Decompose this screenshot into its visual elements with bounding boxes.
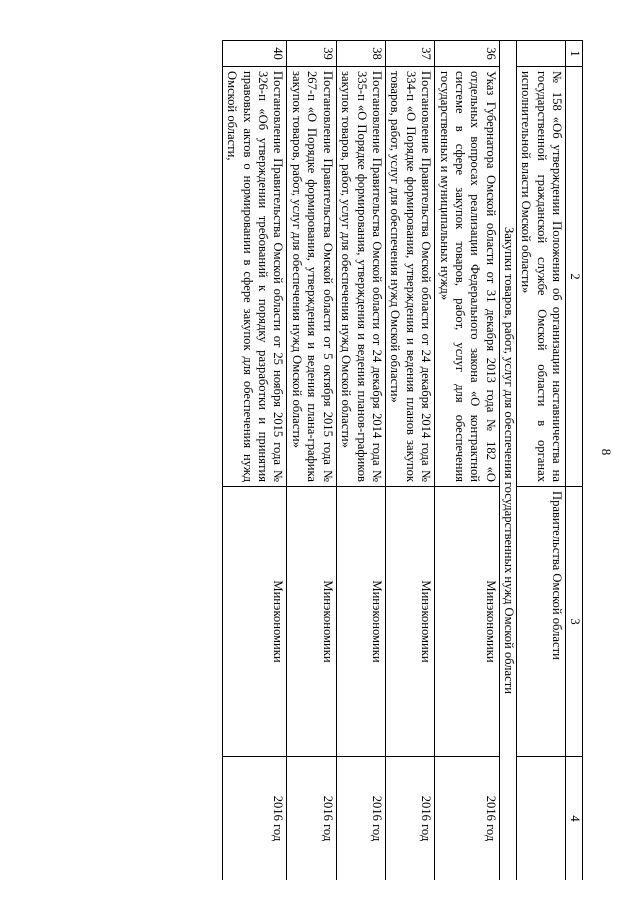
row-number: 38 — [336, 41, 385, 67]
row-term: 2016 год — [435, 757, 500, 881]
row-number: 37 — [385, 41, 434, 67]
row-document-text: Постановление Правительства Омской области от 25 ноября 2015 года № 326-п «Об утверждении требований к порядку разработки и принятия правовых актов о нормировании в сфере закупок для обеспечения нужд Омской области, — [222, 67, 287, 487]
table-row-carry — [516, 41, 565, 881]
section-title: Закупки товаров, работ, услуг для обеспечения государственных нужд Омской области — [499, 41, 516, 881]
row-term — [516, 757, 565, 881]
table-row — [287, 41, 336, 881]
row-term: 2016 год — [287, 757, 336, 881]
row-number: 39 — [287, 41, 336, 67]
row-document-text: Постановление Правительства Омской области от 24 декабря 2014 года № 334-п «О Порядке формирования, утверждения и ведения планов закупок товаров, работ, услуг для обеспечения нужд Омской области» — [385, 67, 434, 487]
row-executor: Минэкономики — [287, 487, 336, 757]
header-col-4: 4 — [566, 757, 583, 881]
table-row — [336, 41, 385, 881]
row-executor: Правительства Омской области — [516, 487, 565, 757]
row-executor: Минэкономики — [435, 487, 500, 757]
row-number: 36 — [435, 41, 500, 67]
header-col-1: 1 — [566, 41, 583, 67]
row-document-text: Указ Губернатора Омской области от 31 декабря 2013 года № 182 «О отдельных вопросах реализации Федерального закона «О контрактной системе в сфере закупок товаров, работ, услуг для обеспечения государственных и муниципальных нужд» — [435, 67, 500, 487]
section-row — [499, 41, 516, 881]
row-executor: Минэкономики — [222, 487, 287, 757]
header-col-3: 3 — [566, 487, 583, 757]
header-col-2: 2 — [566, 67, 583, 487]
row-term: 2016 год — [222, 757, 287, 881]
table-row — [222, 41, 287, 881]
row-term: 2016 год — [385, 757, 434, 881]
row-document-text: № 158 «Об утверждении Положения об организации наставничества на государственной гражданской службе Омской области в органах исполнительной власти Омской области» — [516, 67, 565, 487]
row-document-text: Постановление Правительства Омской области от 5 октября 2015 года № 267-п «О Порядке формирования, утверждения и ведения плана-графика закупок товаров, работ, услуг для обеспечения нужд Омской области» — [287, 67, 336, 487]
row-executor: Минэкономики — [336, 487, 385, 757]
table-row — [385, 41, 434, 881]
table-header-row — [566, 41, 583, 881]
row-executor: Минэкономики — [385, 487, 434, 757]
row-number: 40 — [222, 41, 287, 67]
plan-table — [222, 40, 583, 880]
rotated-table-container — [63, 40, 583, 880]
page-number: 8 — [599, 448, 614, 456]
row-term: 2016 год — [336, 757, 385, 881]
row-document-text: Постановление Правительства Омской области от 24 декабря 2014 года № 335-п «О Порядке формирования, утверждения и ведения планов-графиков закупок товаров, работ, услуг для обеспечения нужд Омской области» — [336, 67, 385, 487]
row-number — [516, 41, 565, 67]
table-row — [435, 41, 500, 881]
